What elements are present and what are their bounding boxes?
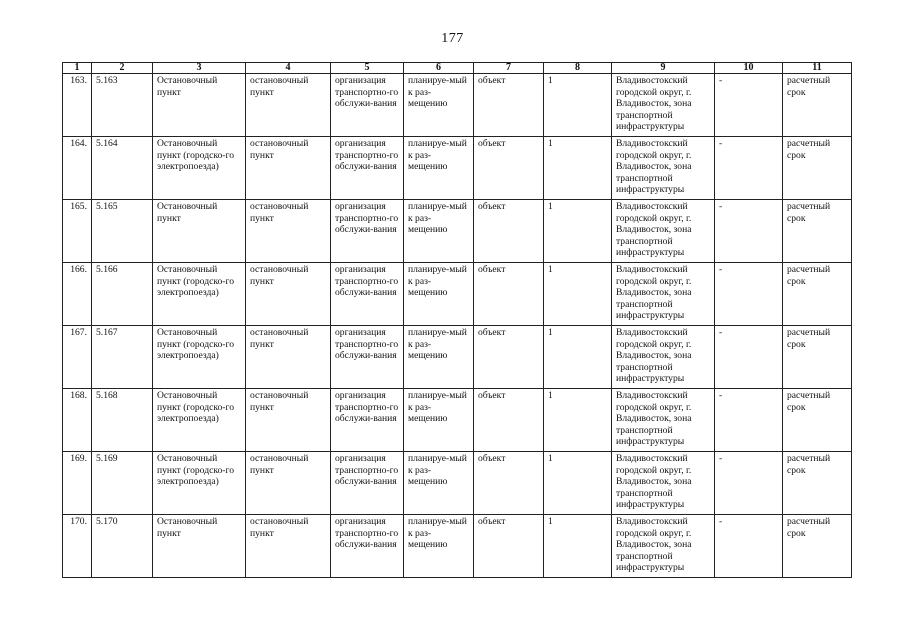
quantity-cell: 1	[544, 263, 612, 326]
location-cell: Владивостокский городской округ, г. Владивосток, зона транспортной инфраструктуры	[612, 326, 715, 389]
term-cell: расчетный срок	[783, 452, 852, 515]
function-cell: организация транспортно-го обслужи-вания	[331, 74, 404, 137]
status-cell: планируе-мый к раз-мещению	[404, 74, 474, 137]
status-cell: планируе-мый к раз-мещению	[404, 326, 474, 389]
code-cell: 5.169	[92, 452, 153, 515]
column-header: 9	[612, 63, 715, 74]
status-cell: планируе-мый к раз-мещению	[404, 389, 474, 452]
row-number-cell: 170.	[63, 515, 92, 578]
page-number: 177	[441, 31, 464, 46]
column-header: 7	[474, 63, 544, 74]
code-cell: 5.163	[92, 74, 153, 137]
type-cell: остановочный пункт	[246, 137, 331, 200]
row-number-cell: 169.	[63, 452, 92, 515]
name-cell: Остановочный пункт	[153, 74, 246, 137]
quantity-cell: 1	[544, 515, 612, 578]
zone-cell: -	[715, 452, 783, 515]
type-cell: остановочный пункт	[246, 200, 331, 263]
term-cell: расчетный срок	[783, 263, 852, 326]
column-header: 11	[783, 63, 852, 74]
quantity-cell: 1	[544, 326, 612, 389]
row-number-cell: 163.	[63, 74, 92, 137]
code-cell: 5.167	[92, 326, 153, 389]
location-cell: Владивостокский городской округ, г. Владивосток, зона транспортной инфраструктуры	[612, 389, 715, 452]
zone-cell: -	[715, 200, 783, 263]
function-cell: организация транспортно-го обслужи-вания	[331, 263, 404, 326]
row-number-cell: 167.	[63, 326, 92, 389]
status-cell: планируе-мый к раз-мещению	[404, 137, 474, 200]
name-cell: Остановочный пункт (городско-го электропоезда)	[153, 263, 246, 326]
function-cell: организация транспортно-го обслужи-вания	[331, 389, 404, 452]
type-cell: остановочный пункт	[246, 326, 331, 389]
name-cell: Остановочный пункт (городско-го электропоезда)	[153, 452, 246, 515]
location-cell: Владивостокский городской округ, г. Владивосток, зона транспортной инфраструктуры	[612, 137, 715, 200]
location-cell: Владивостокский городской округ, г. Владивосток, зона транспортной инфраструктуры	[612, 200, 715, 263]
zone-cell: -	[715, 263, 783, 326]
type-cell: остановочный пункт	[246, 452, 331, 515]
function-cell: организация транспортно-го обслужи-вания	[331, 515, 404, 578]
kind-cell: объект	[474, 74, 544, 137]
table-row	[63, 515, 852, 578]
column-header: 6	[404, 63, 474, 74]
type-cell: остановочный пункт	[246, 74, 331, 137]
status-cell: планируе-мый к раз-мещению	[404, 200, 474, 263]
term-cell: расчетный срок	[783, 389, 852, 452]
zone-cell: -	[715, 326, 783, 389]
zone-cell: -	[715, 137, 783, 200]
function-cell: организация транспортно-го обслужи-вания	[331, 452, 404, 515]
column-header: 10	[715, 63, 783, 74]
table-row	[63, 389, 852, 452]
quantity-cell: 1	[544, 74, 612, 137]
code-cell: 5.164	[92, 137, 153, 200]
quantity-cell: 1	[544, 452, 612, 515]
name-cell: Остановочный пункт	[153, 200, 246, 263]
column-header: 1	[63, 63, 92, 74]
term-cell: расчетный срок	[783, 200, 852, 263]
location-cell: Владивостокский городской округ, г. Владивосток, зона транспортной инфраструктуры	[612, 263, 715, 326]
function-cell: организация транспортно-го обслужи-вания	[331, 326, 404, 389]
quantity-cell: 1	[544, 137, 612, 200]
table-row	[63, 137, 852, 200]
name-cell: Остановочный пункт (городско-го электропоезда)	[153, 326, 246, 389]
status-cell: планируе-мый к раз-мещению	[404, 452, 474, 515]
name-cell: Остановочный пункт	[153, 515, 246, 578]
code-cell: 5.166	[92, 263, 153, 326]
table-row	[63, 452, 852, 515]
location-cell: Владивостокский городской округ, г. Владивосток, зона транспортной инфраструктуры	[612, 74, 715, 137]
function-cell: организация транспортно-го обслужи-вания	[331, 200, 404, 263]
row-number-cell: 166.	[63, 263, 92, 326]
term-cell: расчетный срок	[783, 515, 852, 578]
table-row	[63, 326, 852, 389]
code-cell: 5.170	[92, 515, 153, 578]
name-cell: Остановочный пункт (городско-го электропоезда)	[153, 389, 246, 452]
term-cell: расчетный срок	[783, 326, 852, 389]
quantity-cell: 1	[544, 389, 612, 452]
kind-cell: объект	[474, 389, 544, 452]
status-cell: планируе-мый к раз-мещению	[404, 263, 474, 326]
column-header: 5	[331, 63, 404, 74]
table-row	[63, 200, 852, 263]
location-cell: Владивостокский городской округ, г. Владивосток, зона транспортной инфраструктуры	[612, 452, 715, 515]
row-number-cell: 168.	[63, 389, 92, 452]
function-cell: организация транспортно-го обслужи-вания	[331, 137, 404, 200]
row-number-cell: 165.	[63, 200, 92, 263]
type-cell: остановочный пункт	[246, 263, 331, 326]
column-header: 8	[544, 63, 612, 74]
code-cell: 5.165	[92, 200, 153, 263]
term-cell: расчетный срок	[783, 74, 852, 137]
column-header: 3	[153, 63, 246, 74]
kind-cell: объект	[474, 326, 544, 389]
status-cell: планируе-мый к раз-мещению	[404, 515, 474, 578]
zone-cell: -	[715, 74, 783, 137]
register-table	[62, 62, 852, 578]
code-cell: 5.168	[92, 389, 153, 452]
type-cell: остановочный пункт	[246, 515, 331, 578]
kind-cell: объект	[474, 515, 544, 578]
row-number-cell: 164.	[63, 137, 92, 200]
header-row	[63, 63, 852, 74]
column-header: 2	[92, 63, 153, 74]
kind-cell: объект	[474, 452, 544, 515]
quantity-cell: 1	[544, 200, 612, 263]
kind-cell: объект	[474, 137, 544, 200]
zone-cell: -	[715, 389, 783, 452]
zone-cell: -	[715, 515, 783, 578]
type-cell: остановочный пункт	[246, 389, 331, 452]
name-cell: Остановочный пункт (городско-го электропоезда)	[153, 137, 246, 200]
kind-cell: объект	[474, 263, 544, 326]
table-row	[63, 263, 852, 326]
term-cell: расчетный срок	[783, 137, 852, 200]
column-header: 4	[246, 63, 331, 74]
location-cell: Владивостокский городской округ, г. Владивосток, зона транспортной инфраструктуры	[612, 515, 715, 578]
table-row	[63, 74, 852, 137]
kind-cell: объект	[474, 200, 544, 263]
